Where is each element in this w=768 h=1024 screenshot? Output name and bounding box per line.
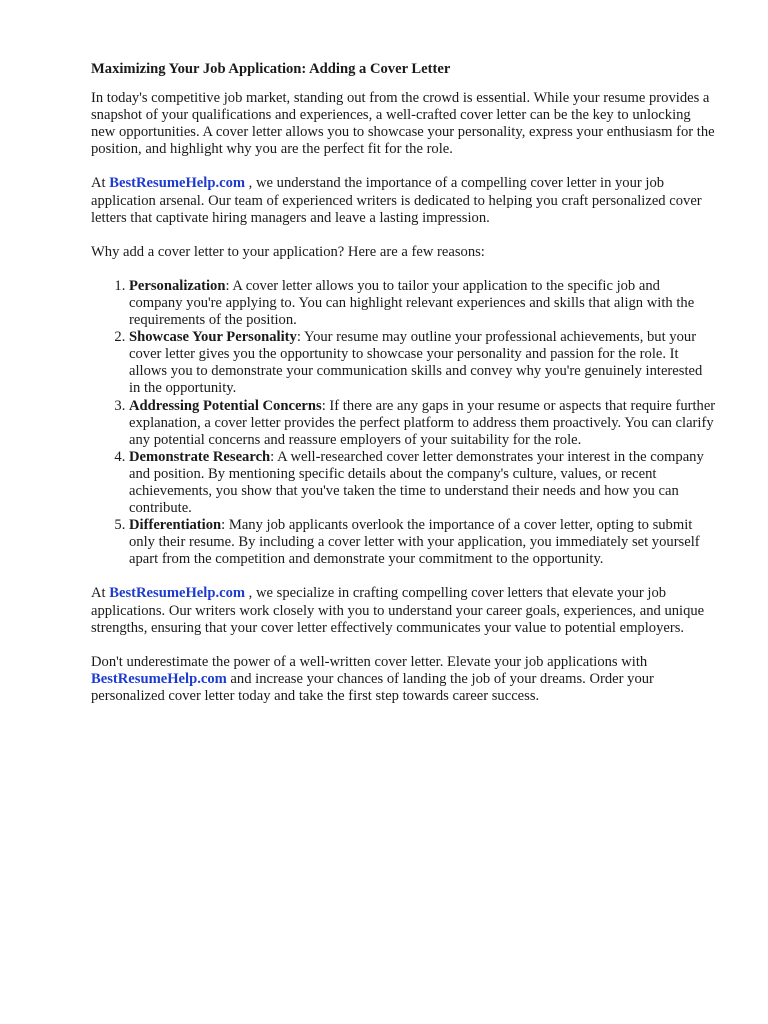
reason-term: Showcase Your Personality [129, 329, 297, 346]
paragraph-text: Don't underestimate the power of a well-written cover letter. Elevate your job applications with [91, 653, 648, 670]
document-page [91, 56, 716, 705]
reason-text: : Many job applicants overlook the importance of a cover letter, opting to submit only their resume. By including a cover letter with your application, you immediately set yourself apart from the competition and demonstrate your commitment to the opportunity. [129, 517, 700, 568]
list-item [129, 398, 716, 449]
paragraph-text: and increase your chances of landing the job of your dreams. Order your personalized cover letter today and take the first step towards career success. [91, 670, 654, 704]
closing-paragraph [91, 654, 716, 705]
reason-text: : Your resume may outline your professional achievements, but your cover letter gives you the opportunity to showcase your personality and passion for the role. It allows you to demonstrate your communication skills and convey why you're genuinely interested in the opportunity. [129, 329, 703, 397]
bestresumehelp-link[interactable]: BestResumeHelp.com [109, 585, 246, 602]
reason-text: : A cover letter allows you to tailor your application to the specific job and company you're applying to. You can highlight relevant experiences and skills that align with the requirements of the position. [129, 277, 695, 329]
list-item [129, 278, 716, 329]
reason-term: Addressing Potential Concerns [129, 397, 322, 414]
list-item [129, 449, 716, 517]
paragraph-text: , we understand the importance of a compelling cover letter in your job application arsenal. Our team of experienced writers is dedicated to helping you craft personalized cover letters that captivate hiring managers and leave a lasting impression. [91, 175, 702, 226]
reasons-intro: Why add a cover letter to your application? Here are a few reasons: [91, 243, 485, 260]
services-paragraph [91, 585, 716, 636]
bestresumehelp-link[interactable]: BestResumeHelp.com [91, 670, 227, 687]
paragraph-text: At [91, 585, 110, 602]
document-title: Maximizing Your Job Application: Adding a Cover Letter [91, 61, 451, 77]
paragraph-text: , we specialize in crafting compelling cover letters that elevate your job applications. Our writers work closely with you to understand your career goals, experiences, and unique strengths, ensuring that your cover letter effectively communicates your value to potential employers. [91, 585, 705, 636]
reason-term: Differentiation [129, 517, 222, 534]
bestresumehelp-link[interactable]: BestResumeHelp.com [109, 175, 246, 192]
company-intro-paragraph [91, 175, 716, 226]
reason-term: Personalization [129, 277, 226, 294]
paragraph-text: At [91, 175, 110, 192]
list-item [129, 517, 716, 568]
intro-paragraph: In today's competitive job market, standing out from the crowd is essential. While your resume provides a snapshot of your qualifications and experiences, a well-crafted cover letter can be the key to unlocking new opportunities. A cover letter allows you to showcase your personality, express your enthusiasm for the position, and highlight why you are the perfect fit for the role. [91, 90, 715, 158]
reason-text: : A well-researched cover letter demonstrates your interest in the company and position. By mentioning specific details about the company's culture, values, or recent achievements, you show that you've taken the time to understand their needs and how you can contribute. [129, 448, 704, 517]
reason-text: : If there are any gaps in your resume or aspects that require further explanation, a cover letter provides the perfect platform to address them proactively. You can clarify any potential concerns and reassure employers of your suitability for the role. [129, 397, 716, 448]
list-item [129, 329, 716, 397]
reason-term: Demonstrate Research [129, 448, 271, 465]
reasons-list [91, 278, 716, 569]
